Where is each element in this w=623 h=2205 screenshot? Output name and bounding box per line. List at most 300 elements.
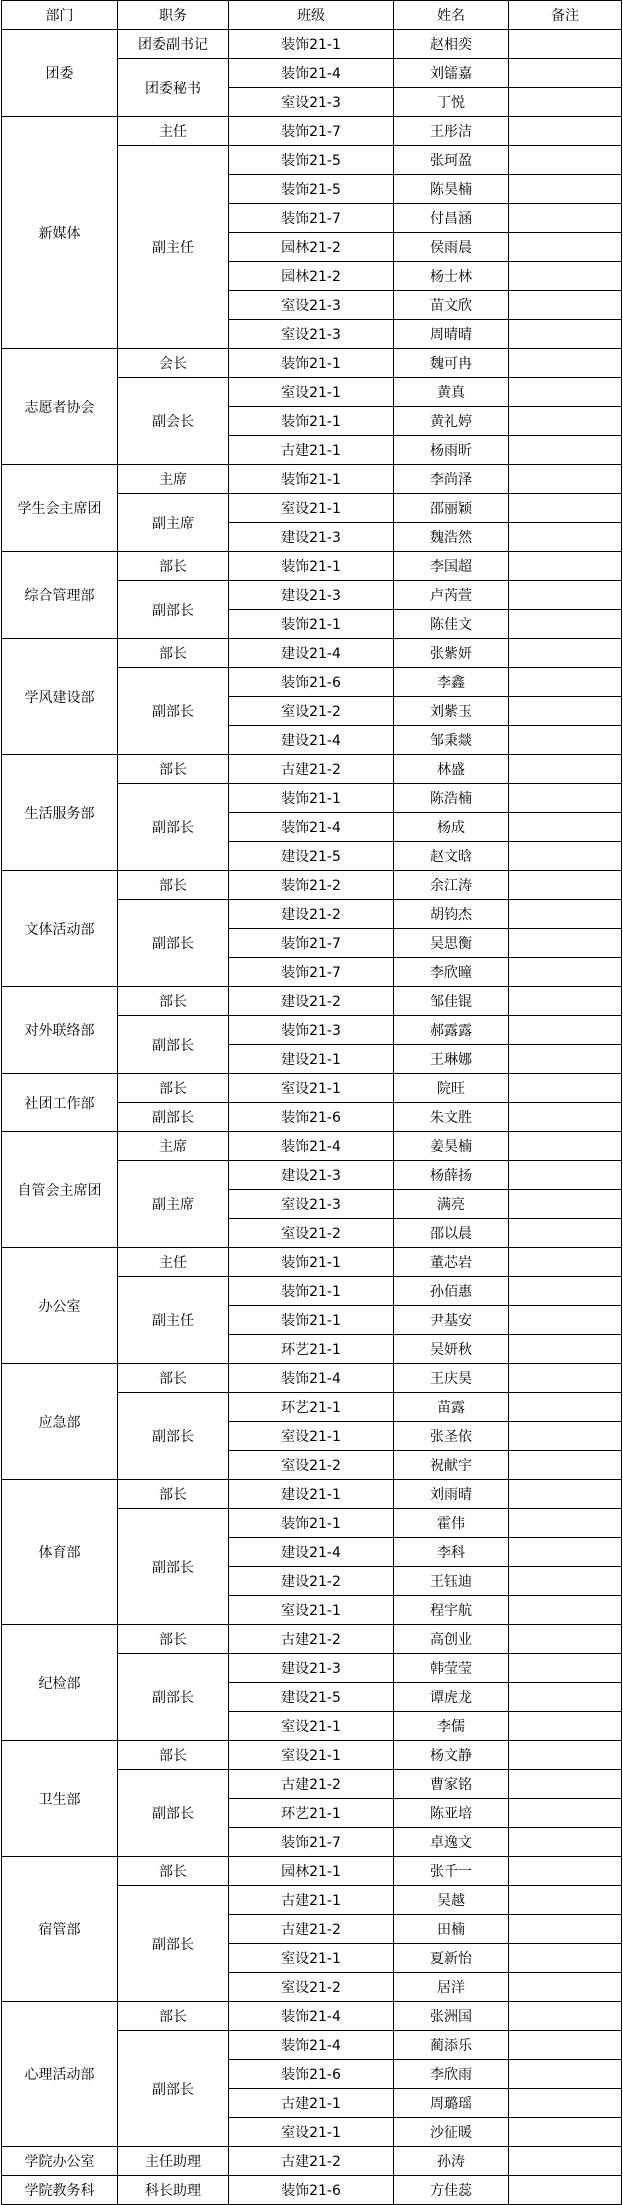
remarks-cell xyxy=(509,726,622,755)
student-name-cell: 卢芮萱 xyxy=(394,581,509,610)
student-name-cell: 赵文晗 xyxy=(394,842,509,871)
department-cell: 社团工作部 xyxy=(2,1074,118,1132)
remarks-cell xyxy=(509,1045,622,1074)
student-name-cell: 祝献宇 xyxy=(394,1451,509,1480)
student-name-cell: 李欣曈 xyxy=(394,958,509,987)
class-cell: 装饰21-4 xyxy=(229,813,394,842)
class-cell: 装饰21-1 xyxy=(229,1277,394,1306)
department-cell: 宿管部 xyxy=(2,1857,118,2002)
position-cell: 部长 xyxy=(118,1741,229,1770)
student-name-cell: 陈亚培 xyxy=(394,1799,509,1828)
class-cell: 室设21-1 xyxy=(229,1074,394,1103)
remarks-cell xyxy=(509,987,622,1016)
position-cell: 主任助理 xyxy=(118,2147,229,2176)
class-cell: 装饰21-7 xyxy=(229,117,394,146)
student-name-cell: 刘紫玉 xyxy=(394,697,509,726)
position-cell: 部长 xyxy=(118,871,229,900)
roster-table xyxy=(1,0,622,2205)
student-name-cell: 杨士林 xyxy=(394,262,509,291)
class-cell: 装饰21-1 xyxy=(229,784,394,813)
class-cell: 建设21-3 xyxy=(229,523,394,552)
remarks-cell xyxy=(509,465,622,494)
class-cell: 室设21-2 xyxy=(229,1219,394,1248)
remarks-cell xyxy=(509,494,622,523)
table-row xyxy=(2,2147,622,2176)
class-cell: 装饰21-1 xyxy=(229,1509,394,1538)
position-cell: 副部长 xyxy=(118,1509,229,1625)
class-cell: 建设21-5 xyxy=(229,1683,394,1712)
position-cell: 科长助理 xyxy=(118,2176,229,2205)
student-name-cell: 黄真 xyxy=(394,378,509,407)
position-cell: 部长 xyxy=(118,1480,229,1509)
remarks-cell xyxy=(509,958,622,987)
class-cell: 室设21-1 xyxy=(229,1596,394,1625)
student-name-cell: 苗露 xyxy=(394,1393,509,1422)
position-cell: 副部长 xyxy=(118,668,229,755)
student-name-cell: 王庆昊 xyxy=(394,1364,509,1393)
class-cell: 室设21-3 xyxy=(229,1190,394,1219)
student-name-cell: 王琳娜 xyxy=(394,1045,509,1074)
student-name-cell: 余江涛 xyxy=(394,871,509,900)
remarks-cell xyxy=(509,1451,622,1480)
class-cell: 古建21-1 xyxy=(229,436,394,465)
remarks-cell xyxy=(509,88,622,117)
remarks-cell xyxy=(509,755,622,784)
class-cell: 装饰21-1 xyxy=(229,552,394,581)
student-name-cell: 丁悦 xyxy=(394,88,509,117)
class-cell: 装饰21-5 xyxy=(229,146,394,175)
remarks-cell xyxy=(509,2002,622,2031)
student-name-cell: 赵相奕 xyxy=(394,30,509,59)
remarks-cell xyxy=(509,1393,622,1422)
class-cell: 室设21-2 xyxy=(229,697,394,726)
remarks-cell xyxy=(509,1944,622,1973)
table-row xyxy=(2,1248,622,1277)
class-cell: 装饰21-7 xyxy=(229,204,394,233)
remarks-cell xyxy=(509,1683,622,1712)
student-name-cell: 沙征暖 xyxy=(394,2118,509,2147)
department-cell: 学院教务科 xyxy=(2,2176,118,2205)
student-name-cell: 陈佳文 xyxy=(394,610,509,639)
position-cell: 主任 xyxy=(118,1248,229,1277)
student-name-cell: 杨文静 xyxy=(394,1741,509,1770)
student-name-cell: 刘雨晴 xyxy=(394,1480,509,1509)
header-name: 姓名 xyxy=(394,1,509,30)
remarks-cell xyxy=(509,929,622,958)
table-row xyxy=(2,1741,622,1770)
position-cell: 部长 xyxy=(118,1364,229,1393)
table-row xyxy=(2,2002,622,2031)
table-row xyxy=(2,1074,622,1103)
student-name-cell: 李欣雨 xyxy=(394,2060,509,2089)
department-cell: 应急部 xyxy=(2,1364,118,1480)
student-name-cell: 李鑫 xyxy=(394,668,509,697)
class-cell: 古建21-2 xyxy=(229,2147,394,2176)
class-cell: 装饰21-4 xyxy=(229,1364,394,1393)
remarks-cell xyxy=(509,871,622,900)
student-name-cell: 董芯岩 xyxy=(394,1248,509,1277)
position-cell: 部长 xyxy=(118,1857,229,1886)
position-cell: 副部长 xyxy=(118,900,229,987)
department-cell: 纪检部 xyxy=(2,1625,118,1741)
table-row xyxy=(2,1132,622,1161)
student-name-cell: 方佳蕊 xyxy=(394,2176,509,2205)
student-name-cell: 卓逸文 xyxy=(394,1828,509,1857)
student-name-cell: 曹家铭 xyxy=(394,1770,509,1799)
remarks-cell xyxy=(509,291,622,320)
class-cell: 古建21-2 xyxy=(229,1625,394,1654)
student-name-cell: 张紫妍 xyxy=(394,639,509,668)
remarks-cell xyxy=(509,117,622,146)
class-cell: 装饰21-4 xyxy=(229,2002,394,2031)
student-name-cell: 胡钧杰 xyxy=(394,900,509,929)
student-name-cell: 李儒 xyxy=(394,1712,509,1741)
class-cell: 建设21-5 xyxy=(229,842,394,871)
class-cell: 古建21-1 xyxy=(229,2089,394,2118)
class-cell: 古建21-2 xyxy=(229,755,394,784)
position-cell: 部长 xyxy=(118,2002,229,2031)
department-cell: 卫生部 xyxy=(2,1741,118,1857)
remarks-cell xyxy=(509,407,622,436)
department-cell: 自管会主席团 xyxy=(2,1132,118,1248)
remarks-cell xyxy=(509,1190,622,1219)
department-cell: 文体活动部 xyxy=(2,871,118,987)
department-cell: 学风建设部 xyxy=(2,639,118,755)
student-name-cell: 夏新怡 xyxy=(394,1944,509,1973)
department-cell: 生活服务部 xyxy=(2,755,118,871)
table-row xyxy=(2,871,622,900)
class-cell: 建设21-1 xyxy=(229,1480,394,1509)
remarks-cell xyxy=(509,1248,622,1277)
class-cell: 园林21-1 xyxy=(229,1857,394,1886)
remarks-cell xyxy=(509,2060,622,2089)
class-cell: 装饰21-3 xyxy=(229,1016,394,1045)
remarks-cell xyxy=(509,1422,622,1451)
department-cell: 办公室 xyxy=(2,1248,118,1364)
remarks-cell xyxy=(509,320,622,349)
class-cell: 建设21-1 xyxy=(229,1045,394,1074)
table-row xyxy=(2,1625,622,1654)
remarks-cell xyxy=(509,581,622,610)
remarks-cell xyxy=(509,262,622,291)
student-name-cell: 孙涛 xyxy=(394,2147,509,2176)
department-cell: 学院办公室 xyxy=(2,2147,118,2176)
remarks-cell xyxy=(509,1625,622,1654)
remarks-cell xyxy=(509,1799,622,1828)
position-cell: 部长 xyxy=(118,552,229,581)
class-cell: 建设21-4 xyxy=(229,1538,394,1567)
remarks-cell xyxy=(509,436,622,465)
remarks-cell xyxy=(509,784,622,813)
class-cell: 装饰21-6 xyxy=(229,668,394,697)
class-cell: 装饰21-1 xyxy=(229,349,394,378)
class-cell: 室设21-1 xyxy=(229,1712,394,1741)
table-row xyxy=(2,349,622,378)
remarks-cell xyxy=(509,552,622,581)
class-cell: 装饰21-5 xyxy=(229,175,394,204)
student-name-cell: 姜昊楠 xyxy=(394,1132,509,1161)
student-name-cell: 谭虎龙 xyxy=(394,1683,509,1712)
remarks-cell xyxy=(509,349,622,378)
remarks-cell xyxy=(509,175,622,204)
position-cell: 副部长 xyxy=(118,1770,229,1857)
student-name-cell: 王彤洁 xyxy=(394,117,509,146)
department-cell: 体育部 xyxy=(2,1480,118,1625)
table-row xyxy=(2,465,622,494)
department-cell: 志愿者协会 xyxy=(2,349,118,465)
class-cell: 装饰21-7 xyxy=(229,1828,394,1857)
table-row xyxy=(2,1364,622,1393)
remarks-cell xyxy=(509,2147,622,2176)
student-name-cell: 吴思衡 xyxy=(394,929,509,958)
student-name-cell: 杨雨昕 xyxy=(394,436,509,465)
remarks-cell xyxy=(509,146,622,175)
position-cell: 副部长 xyxy=(118,581,229,639)
student-name-cell: 邵以晨 xyxy=(394,1219,509,1248)
class-cell: 装饰21-7 xyxy=(229,929,394,958)
position-cell: 副部长 xyxy=(118,1654,229,1741)
class-cell: 建设21-3 xyxy=(229,1161,394,1190)
student-name-cell: 满亮 xyxy=(394,1190,509,1219)
remarks-cell xyxy=(509,1915,622,1944)
position-cell: 副会长 xyxy=(118,378,229,465)
class-cell: 室设21-2 xyxy=(229,1451,394,1480)
position-cell: 部长 xyxy=(118,1625,229,1654)
class-cell: 装饰21-1 xyxy=(229,1306,394,1335)
class-cell: 园林21-2 xyxy=(229,262,394,291)
department-cell: 对外联络部 xyxy=(2,987,118,1074)
student-name-cell: 郝露露 xyxy=(394,1016,509,1045)
remarks-cell xyxy=(509,1132,622,1161)
student-name-cell: 周璐瑶 xyxy=(394,2089,509,2118)
student-name-cell: 孙佰惠 xyxy=(394,1277,509,1306)
remarks-cell xyxy=(509,1857,622,1886)
class-cell: 装饰21-6 xyxy=(229,2176,394,2205)
class-cell: 建设21-3 xyxy=(229,1654,394,1683)
student-name-cell: 陈昊楠 xyxy=(394,175,509,204)
student-name-cell: 邵丽颖 xyxy=(394,494,509,523)
student-name-cell: 魏可冉 xyxy=(394,349,509,378)
position-cell: 主任 xyxy=(118,117,229,146)
student-name-cell: 居洋 xyxy=(394,1973,509,2002)
position-cell: 主席 xyxy=(118,1132,229,1161)
remarks-cell xyxy=(509,1161,622,1190)
remarks-cell xyxy=(509,2176,622,2205)
student-name-cell: 高创业 xyxy=(394,1625,509,1654)
class-cell: 装饰21-1 xyxy=(229,407,394,436)
remarks-cell xyxy=(509,1016,622,1045)
remarks-cell xyxy=(509,842,622,871)
student-name-cell: 付昌涵 xyxy=(394,204,509,233)
student-name-cell: 张珂盈 xyxy=(394,146,509,175)
position-cell: 部长 xyxy=(118,755,229,784)
class-cell: 室设21-1 xyxy=(229,1422,394,1451)
class-cell: 室设21-1 xyxy=(229,1741,394,1770)
department-cell: 综合管理部 xyxy=(2,552,118,639)
class-cell: 建设21-2 xyxy=(229,987,394,1016)
table-row xyxy=(2,2176,622,2205)
class-cell: 建设21-3 xyxy=(229,581,394,610)
table-row xyxy=(2,552,622,581)
student-name-cell: 杨成 xyxy=(394,813,509,842)
student-name-cell: 侯雨晨 xyxy=(394,233,509,262)
remarks-cell xyxy=(509,1770,622,1799)
student-name-cell: 李科 xyxy=(394,1538,509,1567)
student-name-cell: 刘镭嘉 xyxy=(394,59,509,88)
remarks-cell xyxy=(509,697,622,726)
position-cell: 副部长 xyxy=(118,1393,229,1480)
remarks-cell xyxy=(509,1712,622,1741)
class-cell: 装饰21-1 xyxy=(229,30,394,59)
remarks-cell xyxy=(509,1538,622,1567)
remarks-cell xyxy=(509,1219,622,1248)
position-cell: 副主任 xyxy=(118,1277,229,1364)
student-name-cell: 蔺添乐 xyxy=(394,2031,509,2060)
header-class: 班级 xyxy=(229,1,394,30)
header-remarks: 备注 xyxy=(509,1,622,30)
student-name-cell: 邹秉燚 xyxy=(394,726,509,755)
position-cell: 部长 xyxy=(118,987,229,1016)
class-cell: 装饰21-2 xyxy=(229,871,394,900)
class-cell: 装饰21-7 xyxy=(229,958,394,987)
remarks-cell xyxy=(509,1828,622,1857)
student-name-cell: 张洲国 xyxy=(394,2002,509,2031)
class-cell: 建设21-2 xyxy=(229,1567,394,1596)
remarks-cell xyxy=(509,1306,622,1335)
student-name-cell: 张圣依 xyxy=(394,1422,509,1451)
department-cell: 心理活动部 xyxy=(2,2002,118,2147)
department-cell: 团委 xyxy=(2,30,118,117)
position-cell: 副部长 xyxy=(118,1016,229,1074)
table-row xyxy=(2,1480,622,1509)
student-name-cell: 黄礼婷 xyxy=(394,407,509,436)
remarks-cell xyxy=(509,378,622,407)
table-body xyxy=(2,30,622,2205)
student-name-cell: 王钰迪 xyxy=(394,1567,509,1596)
class-cell: 建设21-4 xyxy=(229,639,394,668)
student-name-cell: 李尚泽 xyxy=(394,465,509,494)
class-cell: 装饰21-1 xyxy=(229,1248,394,1277)
class-cell: 装饰21-4 xyxy=(229,59,394,88)
student-name-cell: 尹基安 xyxy=(394,1306,509,1335)
table-row xyxy=(2,755,622,784)
student-name-cell: 霍伟 xyxy=(394,1509,509,1538)
position-cell: 副部长 xyxy=(118,1886,229,2002)
class-cell: 建设21-4 xyxy=(229,726,394,755)
remarks-cell xyxy=(509,1103,622,1132)
class-cell: 装饰21-6 xyxy=(229,2060,394,2089)
remarks-cell xyxy=(509,900,622,929)
remarks-cell xyxy=(509,523,622,552)
remarks-cell xyxy=(509,1480,622,1509)
header-department: 部门 xyxy=(2,1,118,30)
department-cell: 新媒体 xyxy=(2,117,118,349)
class-cell: 环艺21-1 xyxy=(229,1335,394,1364)
class-cell: 室设21-3 xyxy=(229,88,394,117)
remarks-cell xyxy=(509,1567,622,1596)
remarks-cell xyxy=(509,1886,622,1915)
student-name-cell: 程宇航 xyxy=(394,1596,509,1625)
remarks-cell xyxy=(509,233,622,262)
remarks-cell xyxy=(509,30,622,59)
class-cell: 环艺21-1 xyxy=(229,1799,394,1828)
class-cell: 装饰21-4 xyxy=(229,1132,394,1161)
remarks-cell xyxy=(509,1277,622,1306)
remarks-cell xyxy=(509,59,622,88)
table-header xyxy=(2,1,622,30)
class-cell: 环艺21-1 xyxy=(229,1393,394,1422)
class-cell: 建设21-2 xyxy=(229,900,394,929)
position-cell: 会长 xyxy=(118,349,229,378)
class-cell: 古建21-2 xyxy=(229,1915,394,1944)
remarks-cell xyxy=(509,668,622,697)
class-cell: 室设21-3 xyxy=(229,291,394,320)
position-cell: 副主席 xyxy=(118,1161,229,1248)
remarks-cell xyxy=(509,610,622,639)
position-cell: 部长 xyxy=(118,1074,229,1103)
student-name-cell: 杨薛扬 xyxy=(394,1161,509,1190)
student-name-cell: 李国超 xyxy=(394,552,509,581)
remarks-cell xyxy=(509,813,622,842)
table-row xyxy=(2,639,622,668)
position-cell: 副主任 xyxy=(118,146,229,349)
remarks-cell xyxy=(509,2089,622,2118)
remarks-cell xyxy=(509,2118,622,2147)
class-cell: 装饰21-4 xyxy=(229,2031,394,2060)
header-row xyxy=(2,1,622,30)
position-cell: 团委副书记 xyxy=(118,30,229,59)
remarks-cell xyxy=(509,1335,622,1364)
student-name-cell: 吴越 xyxy=(394,1886,509,1915)
position-cell: 主席 xyxy=(118,465,229,494)
remarks-cell xyxy=(509,1973,622,2002)
remarks-cell xyxy=(509,1509,622,1538)
class-cell: 室设21-1 xyxy=(229,1944,394,1973)
student-name-cell: 苗文欣 xyxy=(394,291,509,320)
position-cell: 副主席 xyxy=(118,494,229,552)
table-row xyxy=(2,987,622,1016)
position-cell: 部长 xyxy=(118,639,229,668)
remarks-cell xyxy=(509,1596,622,1625)
table-row xyxy=(2,1857,622,1886)
student-name-cell: 吴妍秋 xyxy=(394,1335,509,1364)
class-cell: 室设21-2 xyxy=(229,1973,394,2002)
student-name-cell: 邹佳锟 xyxy=(394,987,509,1016)
student-name-cell: 张千一 xyxy=(394,1857,509,1886)
position-cell: 副部长 xyxy=(118,1103,229,1132)
student-name-cell: 陈浩楠 xyxy=(394,784,509,813)
class-cell: 古建21-1 xyxy=(229,1886,394,1915)
remarks-cell xyxy=(509,1741,622,1770)
remarks-cell xyxy=(509,1074,622,1103)
table-row xyxy=(2,30,622,59)
department-cell: 学生会主席团 xyxy=(2,465,118,552)
position-cell: 团委秘书 xyxy=(118,59,229,117)
class-cell: 装饰21-1 xyxy=(229,465,394,494)
remarks-cell xyxy=(509,639,622,668)
class-cell: 古建21-2 xyxy=(229,1770,394,1799)
remarks-cell xyxy=(509,204,622,233)
class-cell: 装饰21-6 xyxy=(229,1103,394,1132)
class-cell: 园林21-2 xyxy=(229,233,394,262)
student-name-cell: 韩莹莹 xyxy=(394,1654,509,1683)
position-cell: 副部长 xyxy=(118,2031,229,2147)
student-name-cell: 朱文胜 xyxy=(394,1103,509,1132)
table-row xyxy=(2,117,622,146)
student-name-cell: 田楠 xyxy=(394,1915,509,1944)
student-name-cell: 魏浩然 xyxy=(394,523,509,552)
student-name-cell: 周晴晴 xyxy=(394,320,509,349)
